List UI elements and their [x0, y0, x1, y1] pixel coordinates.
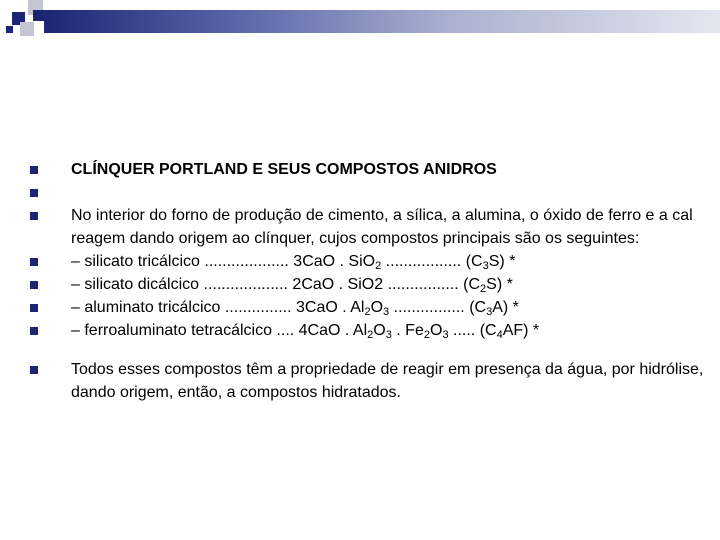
compound-name: – ferroaluminato tetracálcico [71, 322, 272, 339]
compound-abbreviation-text: S) * [486, 276, 513, 293]
leader-dots: ................... [199, 276, 293, 293]
compound-abbreviation-text: (C [469, 299, 487, 316]
slide-body [28, 158, 708, 404]
compound-abbreviation-text: S) * [488, 253, 516, 270]
compound-abbreviation-text: (C [465, 253, 483, 270]
square-bullet-icon [30, 189, 38, 197]
square-bullet-icon [30, 212, 38, 220]
compound-abbreviation-text: AF) * [502, 322, 540, 339]
compound-formula-subscript: 3 [385, 329, 392, 341]
compound-abbreviation-text: A) * [492, 299, 519, 316]
compound-abbreviation-text: (C [479, 322, 497, 339]
intro-text: No interior do forno de produção de cimento, a sílica, a alumina, o óxido de ferro e a cal reagem dando origem ao clínquer, cujos compostos principais são os seguintes: [71, 207, 693, 247]
decor-square-navy [6, 26, 13, 33]
compound-list [28, 250, 708, 342]
compound-name: – silicato tricálcico [71, 253, 200, 270]
slide-title: CLÍNQUER PORTLAND E SEUS COMPOSTOS ANIDROS [71, 161, 497, 178]
compound-formula-text: 4CaO . Al [298, 322, 368, 339]
compound-formula-subscript: 2 [364, 306, 371, 318]
square-bullet-icon [30, 304, 38, 312]
compound-formula-subscript: 2 [423, 329, 430, 341]
compound-formula-subscript: 2 [367, 329, 374, 341]
compound-abbreviation-subscript: 2 [480, 283, 487, 295]
compound-item [28, 319, 708, 342]
bullet-item-title [28, 158, 708, 181]
square-bullet-icon [30, 327, 38, 335]
decor-square-gray [20, 22, 34, 36]
compound-abbreviation-text: (C [463, 276, 481, 293]
bullet-item-empty [28, 181, 708, 204]
compound-name: – aluminato tricálcico [71, 299, 221, 316]
header-gradient-band [44, 10, 720, 33]
conclusion-text: Todos esses compostos têm a propriedade de reagir em presença da água, por hidrólise, dando origem, então, a compostos hidratados. [71, 361, 704, 401]
compound-formula-text: 2CaO . SiO2 [292, 276, 384, 293]
compound-item [28, 273, 708, 296]
compound-formula-subscript: 3 [383, 306, 390, 318]
leader-dots: ................ [383, 276, 464, 293]
square-bullet-icon [30, 166, 38, 174]
compound-abbreviation-subscript: 3 [482, 260, 489, 272]
bullet-item-intro [28, 204, 708, 250]
leader-dots: .... [271, 322, 299, 339]
compound-formula-subscript: 2 [375, 260, 382, 272]
compound-abbreviation-subscript: 4 [496, 329, 503, 341]
compound-name: – silicato dicálcico [71, 276, 200, 293]
compound-formula-text: 3CaO . Al [295, 299, 365, 316]
decor-square-navy [33, 10, 44, 21]
compound-formula-text: . Fe [391, 322, 424, 339]
compound-item [28, 250, 708, 273]
square-bullet-icon [30, 281, 38, 289]
compound-formula-subscript: 3 [442, 329, 449, 341]
leader-dots: ................... [199, 253, 294, 270]
leader-dots: ................ [389, 299, 470, 316]
compound-formula-text: O [373, 322, 386, 339]
compound-formula-text: O [370, 299, 384, 316]
bullet-item-conclusion [28, 358, 708, 404]
leader-dots: ............... [220, 299, 296, 316]
compound-formula-text: O [429, 322, 443, 339]
compound-item [28, 296, 708, 319]
square-bullet-icon [30, 366, 38, 374]
leader-dots: ................. [381, 253, 466, 270]
square-bullet-icon [30, 258, 38, 266]
leader-dots: ..... [448, 322, 480, 339]
compound-abbreviation-subscript: 3 [486, 306, 493, 318]
compound-formula-text: 3CaO . SiO [293, 253, 376, 270]
